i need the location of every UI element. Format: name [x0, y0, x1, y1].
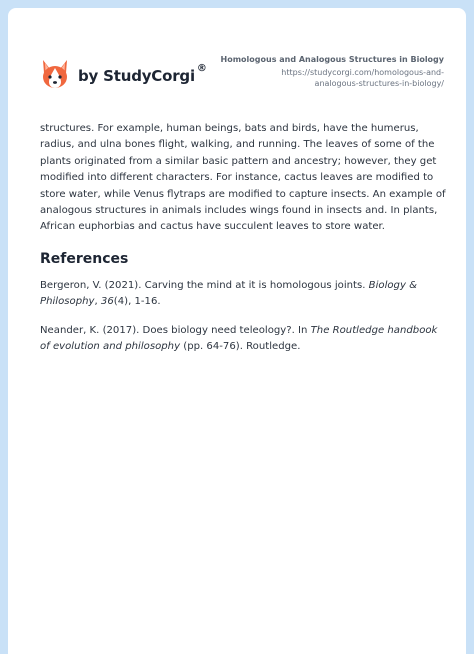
body-text [40, 121, 450, 236]
reference-item: Neander, K. (2017). Does biology need teleology?. In The Routledge handbook of evolution and philosophy (pp. 64-76). Routledge. [40, 325, 438, 353]
references-heading: References [40, 251, 129, 267]
document-title: Homologous and Analogous Structures in Biology [220, 55, 444, 64]
studycorgi-logo[interactable] [40, 58, 207, 90]
registered-mark: ® [196, 63, 207, 74]
corgi-head-icon [40, 58, 70, 90]
document-url[interactable]: https://studycorgi.com/homologous-and-analogous-structures-in-biology/ [281, 67, 444, 88]
book-title: The Routledge handbook of evolution and philosophy [40, 325, 438, 353]
journal-title: Biology & Philosophy [40, 280, 418, 308]
document-meta [221, 54, 444, 90]
reference-item: Bergeron, V. (2021). Carving the mind at it is homologous joints. Biology & Philosophy, 36(4), 1-16. [40, 280, 418, 308]
brand-name: by StudyCorgi ® [78, 63, 207, 85]
journal-volume: 36 [100, 296, 114, 308]
document-page [8, 8, 466, 654]
body-paragraph: structures. For example, human beings, bats and birds, have the humerus, radius, and ulna bones flight, walking, and running. The leaves of some of the plants originated from a similar basic pattern and ancestry; however, they get modified into different characters. For instance, cactus leaves are modified to store water, while Venus flytraps are modified to capture insects. An example of analogous structures in animals includes wings found in insects and. In plants, African euphorbias and cactus have succulent leaves to store water. [40, 123, 446, 233]
